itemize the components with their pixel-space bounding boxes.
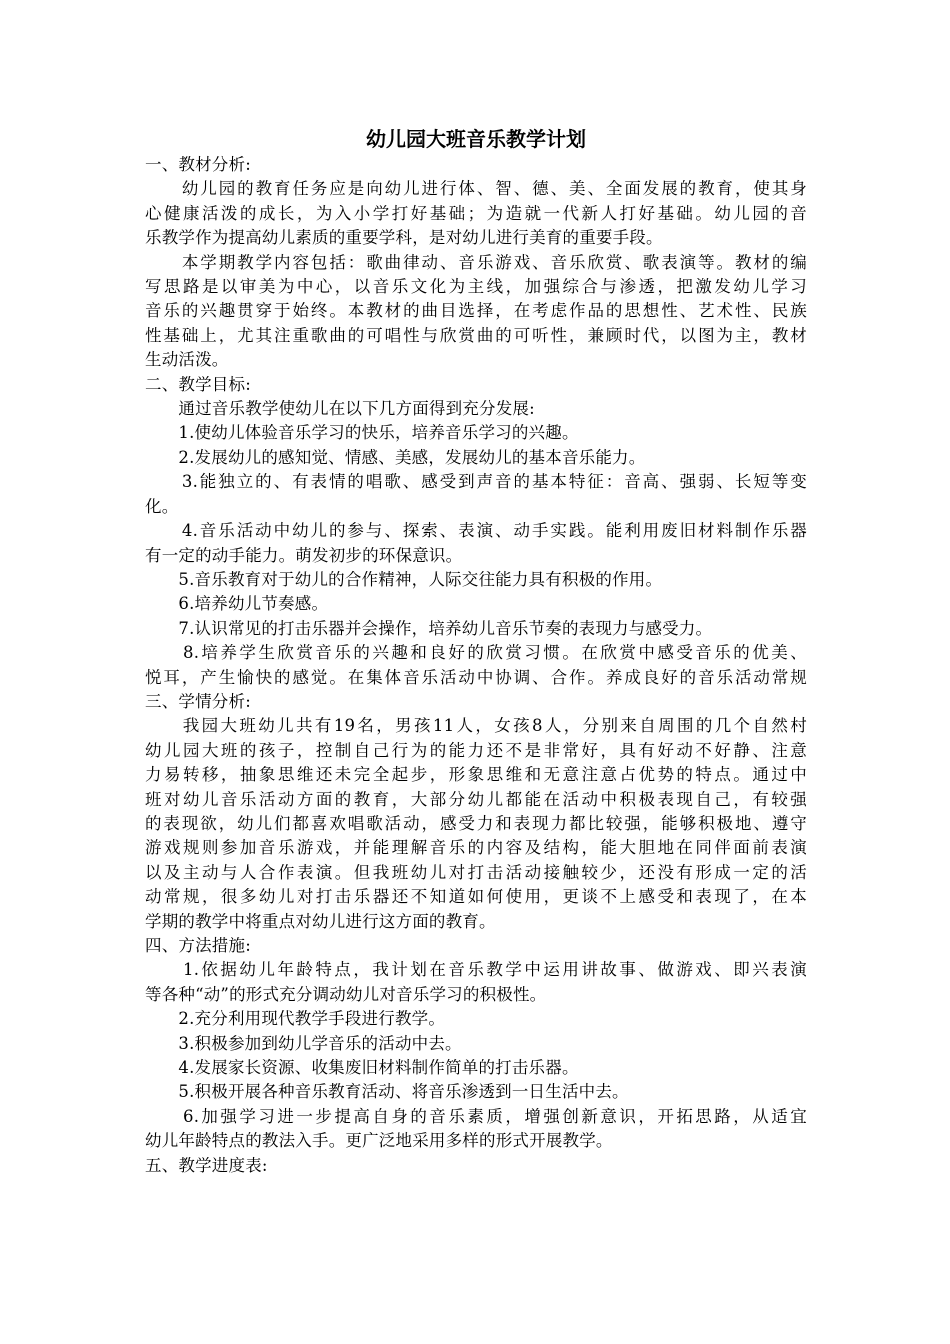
paragraph-line: 5.音乐教育对于幼儿的合作精神，人际交往能力具有积极的作用。 xyxy=(145,569,663,589)
paragraph-line: 2.充分利用现代教学手段进行教学。 xyxy=(145,1009,446,1029)
paragraph-line: 幼儿园大班的孩子，控制自己行为的能力还不是非常好，具有好动不好静、注意 xyxy=(145,740,807,760)
document-title: 幼儿园大班音乐教学计划 xyxy=(366,127,586,151)
paragraph-line: 化。 xyxy=(145,496,179,516)
paragraph-line: 悦耳，产生愉快的感觉。在集体音乐活动中协调、合作。养成良好的音乐活动常规 xyxy=(145,667,807,687)
paragraph-line: 本学期教学内容包括：歌曲律动、音乐游戏、音乐欣赏、歌表演等。教材的编 xyxy=(145,252,807,272)
paragraph-line: 乐教学作为提高幼儿素质的重要学科，是对幼儿进行美育的重要手段。 xyxy=(145,228,663,248)
paragraph-line: 生动活泼。 xyxy=(145,350,229,370)
document-body xyxy=(145,153,807,1178)
paragraph-line: 5.积极开展各种音乐教育活动、将音乐渗透到一日生活中去。 xyxy=(145,1082,629,1102)
paragraph-line: 有一定的动手能力。萌发初步的环保意识。 xyxy=(145,545,463,565)
document-page xyxy=(145,126,807,1178)
paragraph-line: 力易转移，抽象思维还未完全起步，形象思维和无意注意占优势的特点。通过中 xyxy=(145,765,807,785)
paragraph-line: 7.认识常见的打击乐器并会操作，培养幼儿音乐节奏的表现力与感受力。 xyxy=(145,618,713,638)
paragraph-line: 班对幼儿音乐活动方面的教育，大部分幼儿都能在活动中积极表现自己，有较强 xyxy=(145,789,807,809)
paragraph-line: 3.积极参加到幼儿学音乐的活动中去。 xyxy=(145,1033,462,1053)
paragraph-line: 动常规，很多幼儿对打击乐器还不知道如何使用，更谈不上感受和表现了，在本 xyxy=(145,887,807,907)
section-heading: 三、学情分析: xyxy=(145,691,251,711)
paragraph-line: 通过音乐教学使幼儿在以下几方面得到充分发展: xyxy=(145,399,535,419)
section-heading: 二、教学目标: xyxy=(145,374,251,394)
paragraph-line: 6.加强学习进一步提高自身的音乐素质，增强创新意识，开拓思路，从适宜 xyxy=(145,1106,807,1126)
paragraph-line: 学期的教学中将重点对幼儿进行这方面的教育。 xyxy=(145,911,496,931)
paragraph-line: 写思路是以审美为中心，以音乐文化为主线，加强综合与渗透，把激发幼儿学习 xyxy=(145,277,807,297)
paragraph-line: 游戏规则参加音乐游戏，并能理解音乐的内容及结构，能大胆地在同伴面前表演 xyxy=(145,838,807,858)
paragraph-line: 以及主动与人合作表演。但我班幼儿对打击活动接触较少，还没有形成一定的活 xyxy=(145,862,807,882)
paragraph-line: 等各种“动”的形式充分调动幼儿对音乐学习的积极性。 xyxy=(145,984,547,1004)
paragraph-line: 的表现欲，幼儿们都喜欢唱歌活动，感受力和表现力都比较强，能够积极地、遵守 xyxy=(145,813,807,833)
paragraph-line: 4.音乐活动中幼儿的参与、探索、表演、动手实践。能利用废旧材料制作乐器 xyxy=(145,521,807,541)
paragraph-line: 幼儿园的教育任务应是向幼儿进行体、智、德、美、全面发展的教育，使其身 xyxy=(145,179,807,199)
paragraph-line: 8.培养学生欣赏音乐的兴趣和良好的欣赏习惯。在欣赏中感受音乐的优美、 xyxy=(145,643,807,663)
paragraph-line: 性基础上，尤其注重歌曲的可唱性与欣赏曲的可听性，兼顾时代，以图为主，教材 xyxy=(145,325,807,345)
paragraph-line: 我园大班幼儿共有19名，男孩11人，女孩8人，分别来自周围的几个自然村 xyxy=(145,716,807,736)
paragraph-line: 1.使幼儿体验音乐学习的快乐，培养音乐学习的兴趣。 xyxy=(145,423,579,443)
paragraph-line: 1.依据幼儿年龄特点，我计划在音乐教学中运用讲故事、做游戏、即兴表演 xyxy=(145,960,807,980)
section-heading: 一、教材分析: xyxy=(145,155,251,174)
paragraph-line: 6.培养幼儿节奏感。 xyxy=(145,594,329,614)
paragraph-line: 4.发展家长资源、收集废旧材料制作简单的打击乐器。 xyxy=(145,1058,579,1078)
paragraph-line: 音乐的兴趣贯穿于始终。本教材的曲目选择，在考虑作品的思想性、艺术性、民族 xyxy=(145,301,807,321)
paragraph-line: 3.能独立的、有表情的唱歌、感受到声音的基本特征：音高、强弱、长短等变 xyxy=(145,472,807,492)
section-heading: 四、方法措施: xyxy=(145,936,251,955)
section-heading: 五、教学进度表: xyxy=(145,1155,268,1175)
paragraph-line: 幼儿年龄特点的教法入手。更广泛地采用多样的形式开展教学。 xyxy=(145,1131,613,1151)
paragraph-line: 心健康活泼的成长，为入小学打好基础；为造就一代新人打好基础。幼儿园的音 xyxy=(145,203,807,223)
paragraph-line: 2.发展幼儿的感知觉、情感、美感，发展幼儿的基本音乐能力。 xyxy=(145,447,646,467)
